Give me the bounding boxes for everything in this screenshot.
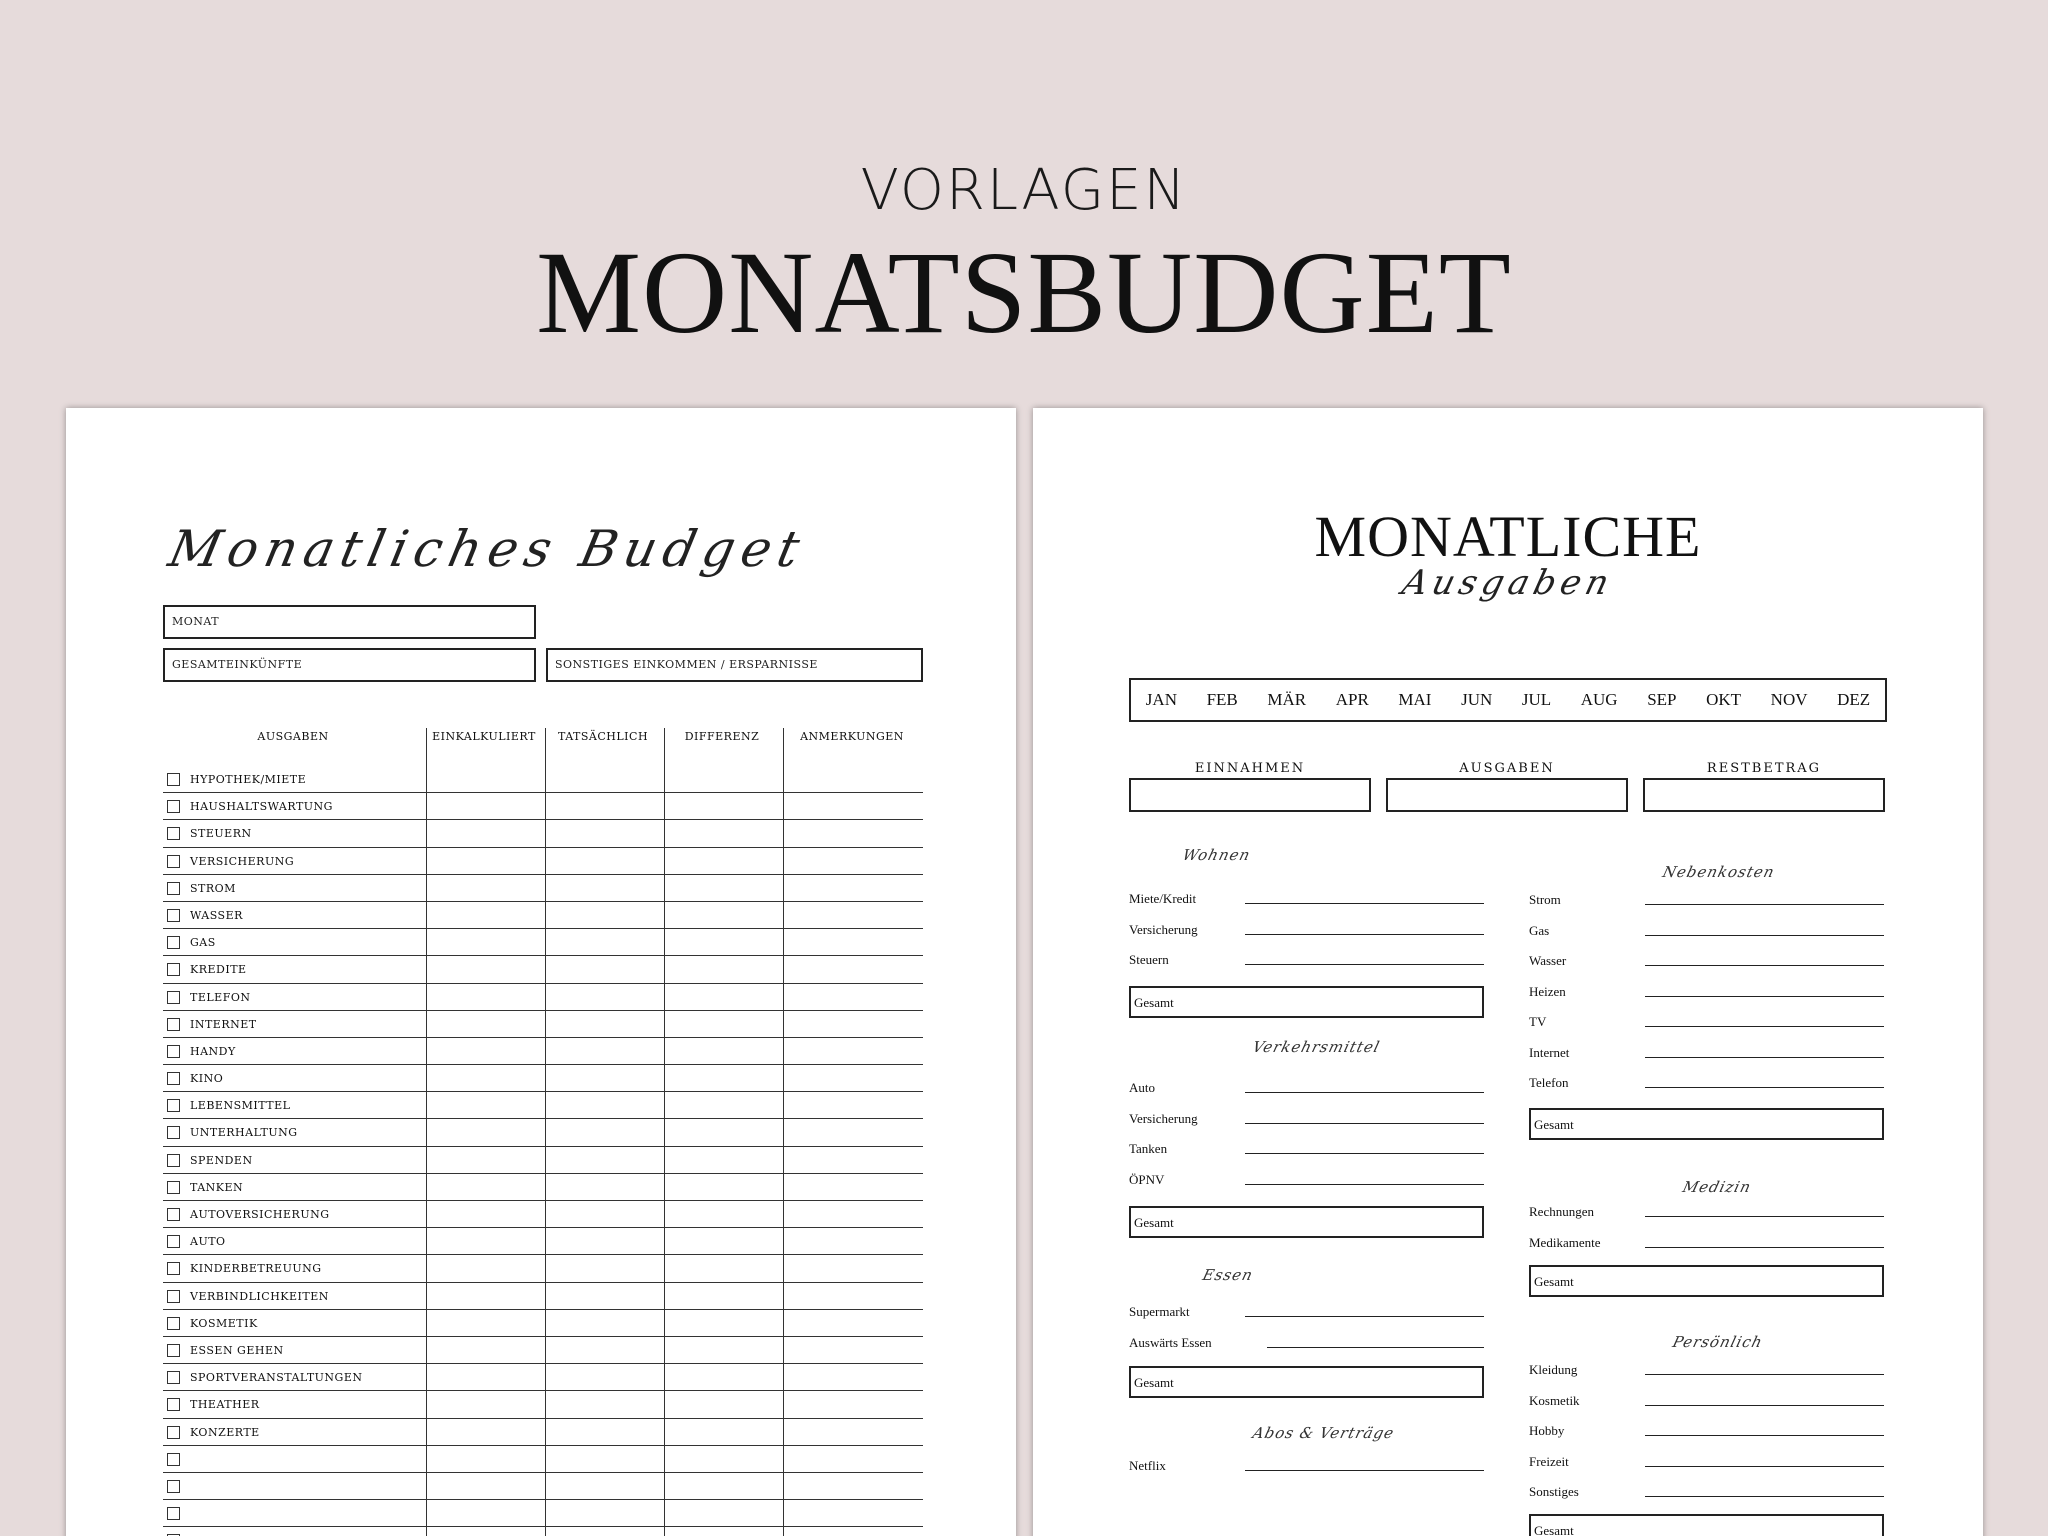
month-option[interactable]: OKT [1706,690,1742,709]
expense-label: Medikamente [1529,1234,1601,1250]
expense-line [1529,1235,1884,1253]
month-field[interactable]: MONAT [163,605,536,639]
section-total-field[interactable]: Gesamt [1129,1206,1484,1238]
expense-input-line[interactable] [1245,1184,1484,1185]
row-label: AUTOVERSICHERUNG [190,1208,330,1221]
budget-page-left [66,408,1016,1536]
expense-label: Miete/Kredit [1129,891,1197,906]
month-option[interactable]: MÄR [1267,690,1307,709]
balance-field[interactable] [1643,778,1885,812]
expense-input-line[interactable] [1645,1057,1884,1058]
expense-label: Freizeit [1529,1453,1569,1469]
month-option[interactable]: JUN [1461,690,1493,709]
expense-line [1529,1454,1884,1472]
expense-label: Kosmetik [1529,1392,1580,1408]
expense-label: Kleidung [1529,1362,1578,1377]
expense-line [1129,1335,1484,1353]
row-label: THEATHER [190,1398,260,1412]
month-option[interactable]: SEP [1647,690,1677,709]
expense-line [1129,1304,1484,1322]
row-label: UNTERHALTUNG [190,1126,298,1140]
expense-line [1129,952,1484,970]
expense-label: Tanken [1129,1141,1168,1156]
table-row [163,1283,923,1310]
row-checkbox[interactable] [167,1235,180,1248]
expense-label: Strom [1529,892,1561,907]
expense-input-line[interactable] [1645,965,1884,966]
row-checkbox[interactable] [167,773,180,786]
row-label: TELEFON [190,990,251,1004]
row-checkbox[interactable] [167,882,180,895]
expense-input-line[interactable] [1645,1405,1884,1406]
table-row [163,848,923,875]
month-option[interactable]: FEB [1206,690,1238,709]
expense-line [1529,1484,1884,1502]
row-checkbox[interactable] [167,1262,180,1275]
table-row [163,902,923,929]
table-row [163,1011,923,1038]
income-total-field[interactable] [1129,778,1371,812]
row-label: HAUSHALTSWARTUNG [190,800,333,814]
table-row [163,1500,923,1527]
expense-label: Steuern [1129,952,1169,967]
table-row [163,1119,923,1146]
section-total-field[interactable]: Gesamt [1529,1108,1884,1140]
row-checkbox[interactable] [167,855,180,868]
month-option[interactable]: NOV [1770,690,1808,709]
row-label: HYPOTHEK/MIETE [190,773,307,786]
expense-label: Gas [1529,922,1550,938]
expense-line [1529,1393,1884,1411]
row-checkbox[interactable] [167,1099,180,1112]
table-row [163,1391,923,1418]
table-row [163,1065,923,1092]
table-row [163,929,923,956]
expense-line [1529,1045,1884,1063]
section-title-persoenlich: Persönlich [1670,1333,1765,1351]
expense-line [1529,1075,1884,1093]
expense-label: Telefon [1529,1075,1569,1090]
expense-label: TV [1529,1014,1547,1029]
row-label: STEUERN [190,827,252,841]
header-title: MONATSBUDGET [536,227,1512,358]
section-title-abos: Abos & Verträge [1250,1424,1397,1442]
other-income-field[interactable]: SONSTIGES EINKOMMEN / ERSPARNISSE [546,648,923,682]
column-header: DIFFERENZ [684,730,760,743]
row-label: KREDITE [190,963,247,977]
expense-label: Versicherung [1129,1110,1198,1126]
month-option[interactable]: DEZ [1837,690,1871,709]
expense-line [1529,984,1884,1002]
expense-label: Supermarkt [1129,1304,1190,1319]
table-row [163,1255,923,1282]
expense-input-line[interactable] [1245,1123,1484,1124]
table-row [163,1527,923,1536]
expense-line [1529,953,1884,971]
income-field[interactable]: GESAMTEINKÜNFTE [163,648,536,682]
expense-label: Auswärts Essen [1129,1334,1212,1350]
expense-label: Heizen [1529,983,1566,999]
row-label: KINO [190,1072,224,1086]
row-checkbox[interactable] [167,1208,180,1221]
month-option[interactable]: JAN [1145,690,1177,709]
expense-input-line[interactable] [1645,1216,1884,1217]
row-label: INTERNET [190,1017,257,1031]
expense-input-line[interactable] [1245,964,1484,965]
column-header: ANMERKUNGEN [800,730,904,743]
expense-input-line[interactable] [1245,1470,1484,1471]
table-body [163,766,923,1536]
column-header: AUSGABEN [257,730,329,743]
expense-input-line[interactable] [1645,1435,1884,1436]
column-header: EINKALKULIERT [432,730,536,743]
row-checkbox[interactable] [167,1290,180,1303]
expense-line [1129,1080,1484,1098]
expense-line [1529,1014,1884,1032]
row-checkbox[interactable] [167,1045,180,1058]
row-checkbox[interactable] [167,963,180,976]
expense-input-line[interactable] [1245,903,1484,904]
row-label: GAS [190,936,216,950]
budget-table [163,720,923,1536]
expense-label: ÖPNV [1129,1171,1165,1187]
expense-label: Rechnungen [1529,1204,1594,1219]
row-label: KOSMETIK [190,1316,258,1330]
expense-label: Hobby [1529,1423,1565,1438]
expense-input-line[interactable] [1645,935,1884,936]
expense-line [1129,891,1484,909]
table-row [163,1310,923,1337]
section-title-wohnen: Wohnen [1180,846,1253,864]
row-label: HANDY [190,1044,236,1058]
header-subtitle: VORLAGEN [860,158,1188,223]
expense-input-line[interactable] [1645,1466,1884,1467]
row-checkbox[interactable] [167,1480,180,1493]
expense-input-line[interactable] [1645,1087,1884,1088]
table-row [163,1419,923,1446]
expense-input-line[interactable] [1245,934,1484,935]
row-label: WASSER [190,908,243,922]
row-label: TANKEN [190,1180,244,1194]
row-checkbox[interactable] [167,800,180,813]
expense-input-line[interactable] [1645,1496,1884,1497]
row-checkbox[interactable] [167,1344,180,1357]
table-row [163,1228,923,1255]
row-checkbox[interactable] [167,1154,180,1167]
table-row [163,793,923,820]
section-title-medizin: Medizin [1680,1178,1754,1196]
row-label: VERBINDLICHKEITEN [190,1289,329,1303]
table-header [163,720,923,766]
row-checkbox[interactable] [167,909,180,922]
row-label: SPORTVERANSTALTUNGEN [190,1371,363,1385]
table-row [163,875,923,902]
row-checkbox[interactable] [167,1181,180,1194]
table-row [163,1473,923,1500]
expense-label: Versicherung [1129,921,1198,937]
expenses-total-field[interactable] [1386,778,1628,812]
table-row [163,820,923,847]
table-row [163,1201,923,1228]
expense-label: Wasser [1529,953,1567,968]
expense-line [1529,1423,1884,1441]
section-total-field[interactable]: Gesamt [1529,1265,1884,1297]
expense-input-line[interactable] [1245,1092,1484,1093]
row-label: KINDERBETREUUNG [190,1262,322,1276]
row-checkbox[interactable] [167,1317,180,1330]
row-label: STROM [190,881,236,895]
expense-input-line[interactable] [1645,996,1884,997]
table-row [163,1174,923,1201]
row-checkbox[interactable] [167,1453,180,1466]
expense-line [1129,922,1484,940]
month-selector [1129,678,1887,722]
expense-label: Sonstiges [1529,1484,1579,1499]
expense-line [1529,923,1884,941]
expenses-page-right [1033,408,1983,1536]
expense-label: Netflix [1129,1458,1166,1473]
summary-label: EINNAHMEN [1194,761,1306,776]
month-option[interactable]: MAI [1398,690,1432,709]
table-row [163,1092,923,1119]
row-label: ESSEN GEHEN [190,1343,284,1357]
column-header: TATSÄCHLICH [557,730,649,743]
page-title: MONATLICHE [1314,504,1702,569]
expense-line [1529,892,1884,910]
month-option[interactable]: APR [1335,690,1369,709]
row-checkbox[interactable] [167,1398,180,1411]
expense-input-line[interactable] [1645,904,1884,905]
row-label: AUTO [190,1235,226,1249]
row-checkbox[interactable] [167,1126,180,1139]
row-checkbox[interactable] [167,1507,180,1520]
section-title-verkehr: Verkehrsmittel [1250,1038,1382,1056]
expense-line [1129,1141,1484,1159]
section-title-essen: Essen [1200,1266,1256,1284]
expense-input-line[interactable] [1645,1374,1884,1375]
row-checkbox[interactable] [167,991,180,1004]
table-row [163,1147,923,1174]
expense-input-line[interactable] [1245,1153,1484,1154]
expense-line [1129,1172,1484,1190]
expense-input-line[interactable] [1267,1347,1484,1348]
expense-input-line[interactable] [1645,1026,1884,1027]
month-option[interactable]: AUG [1580,690,1618,709]
summary-label: AUSGABEN [1459,761,1555,776]
expense-input-line[interactable] [1645,1247,1884,1248]
row-label: KONZERTE [190,1425,260,1439]
table-row [163,956,923,983]
page-subtitle: Ausgaben [1398,563,1618,603]
table-row [163,1446,923,1473]
section-title-neben: Nebenkosten [1660,863,1777,881]
expense-line [1529,1362,1884,1380]
expense-line [1129,1111,1484,1129]
section-total-field[interactable]: Gesamt [1129,986,1484,1018]
row-checkbox[interactable] [167,1072,180,1085]
table-row [163,1364,923,1391]
table-row [163,1038,923,1065]
row-checkbox[interactable] [167,827,180,840]
row-checkbox[interactable] [167,1018,180,1031]
row-label: SPENDEN [190,1153,253,1167]
row-checkbox[interactable] [167,1371,180,1384]
row-label: VERSICHERUNG [190,854,295,868]
page-title: Monatliches Budget [163,520,812,578]
section-total-field[interactable]: Gesamt [1529,1514,1884,1536]
table-row [163,766,923,793]
summary-label: RESTBETRAG [1706,761,1822,776]
expense-label: Auto [1129,1080,1155,1095]
expense-input-line[interactable] [1245,1316,1484,1317]
row-checkbox[interactable] [167,936,180,949]
row-label: LEBENSMITTEL [190,1099,291,1113]
table-row [163,984,923,1011]
row-checkbox[interactable] [167,1426,180,1439]
expense-label: Internet [1529,1044,1570,1060]
expense-line [1529,1204,1884,1222]
table-row [163,1337,923,1364]
month-option[interactable]: JUL [1521,690,1552,709]
expense-line [1129,1458,1484,1476]
section-total-field[interactable]: Gesamt [1129,1366,1484,1398]
